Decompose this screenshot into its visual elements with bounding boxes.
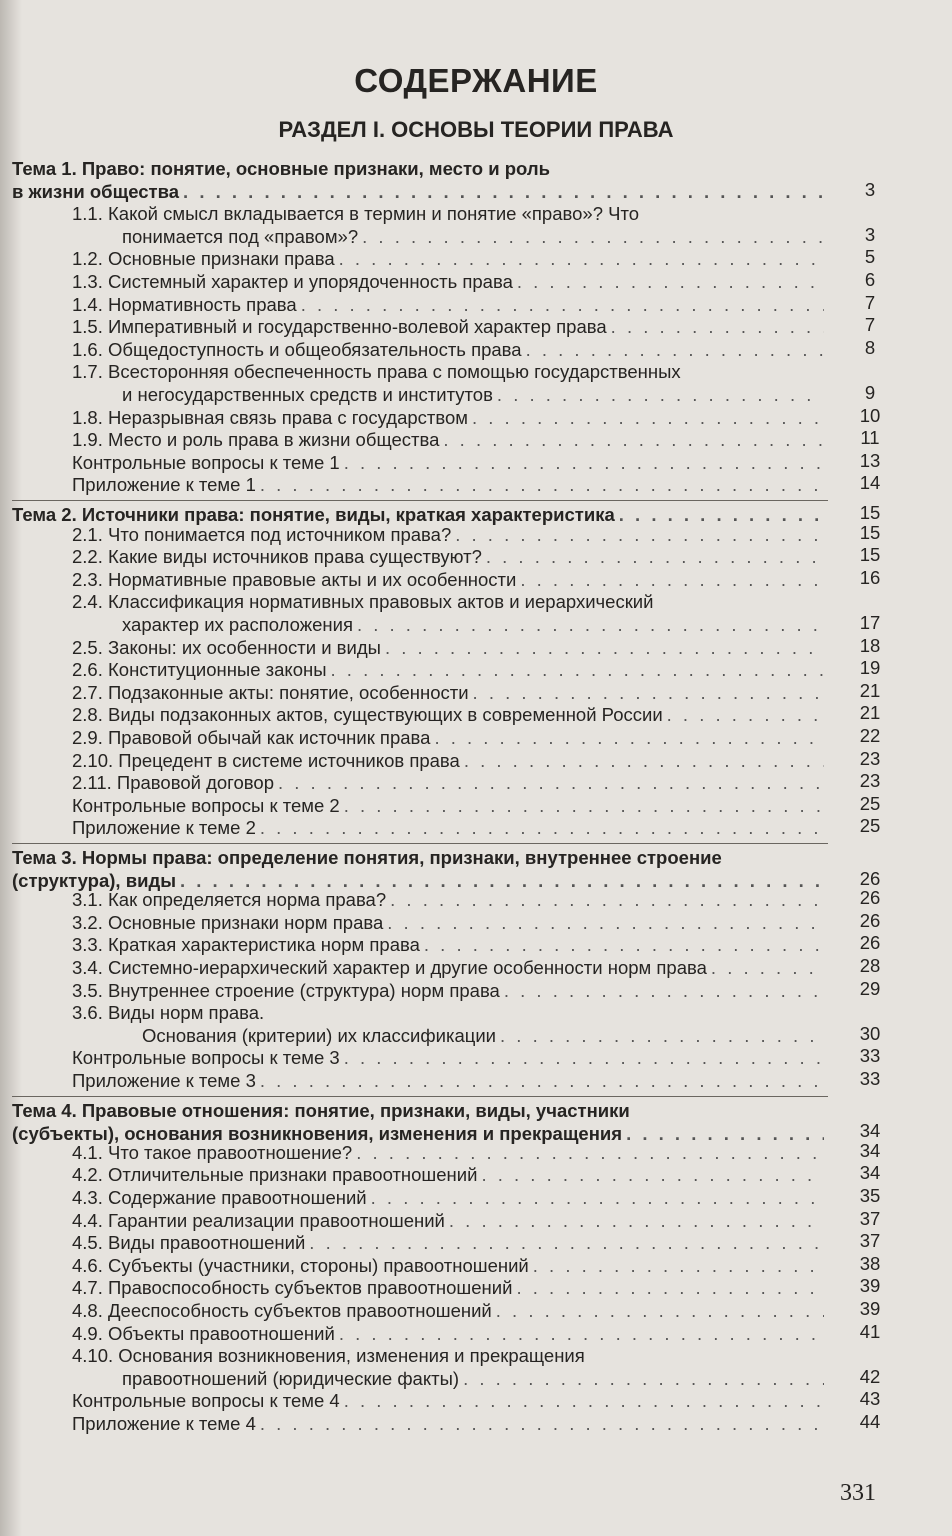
toc-page-ref: 7: [864, 291, 876, 313]
toc-page-ref: 37: [859, 1207, 881, 1229]
dot-leader: [481, 1163, 824, 1186]
toc-topic-line: [12, 157, 828, 180]
toc-entry: [72, 1163, 828, 1186]
toc-entry-text: 4.2. Отличительные признаки правоотношений: [72, 1164, 478, 1186]
toc-topic-text: в жизни общества: [12, 181, 180, 202]
toc-topic-text: Тема 3. Нормы права: определение понятия, признаки, внутреннее строение: [12, 847, 722, 868]
toc-entry: [72, 771, 828, 794]
toc-entry: [72, 202, 828, 248]
toc-entry-text: 2.1. Что понимается под источником права?: [72, 523, 452, 545]
toc-entry: [72, 360, 828, 406]
dot-leader: [356, 1141, 824, 1164]
toc-entry-text: 4.1. Что такое правоотношение?: [72, 1141, 353, 1163]
toc-entry-line: [72, 1389, 828, 1412]
toc-entry-text: 2.2. Какие виды источников права существуют?: [72, 546, 482, 568]
toc-entry: [72, 1186, 828, 1209]
toc-entry-line: [72, 225, 828, 248]
toc-page-ref: 17: [859, 612, 881, 633]
dot-leader: [497, 383, 824, 406]
toc-entry-text: 3.5. Внутреннее строение (структура) норм права: [72, 979, 500, 1001]
toc-entry-text: Приложение к теме 3: [72, 1070, 256, 1091]
toc-entry: [72, 703, 828, 726]
toc-entry-text: 1.8. Неразрывная связь права с государством: [72, 406, 468, 428]
toc-page-ref: 37: [859, 1230, 881, 1252]
toc-entry: [72, 315, 828, 338]
toc-entry-text: Приложение к теме 4: [72, 1413, 256, 1434]
toc-page-ref: 3: [864, 178, 876, 200]
toc-entry-text: 4.4. Гарантии реализации правоотношений: [72, 1209, 445, 1231]
dot-leader: [260, 1069, 824, 1092]
toc-entry: [72, 1209, 828, 1232]
toc-entry-text: 1.7. Всесторонняя обеспеченность права с помощью государственных: [72, 361, 681, 383]
toc-page-ref: 26: [859, 932, 881, 954]
toc-topic: [12, 843, 828, 892]
toc-entry: [72, 247, 828, 270]
dot-leader: [455, 523, 824, 546]
dot-leader: [516, 1276, 824, 1299]
toc-entry-line: [72, 1299, 828, 1322]
toc-entry: [72, 1254, 828, 1277]
dot-leader: [301, 293, 824, 316]
toc-entry-line: [72, 473, 828, 496]
toc-entry-line: [72, 956, 828, 979]
toc-entry: [72, 406, 828, 429]
toc-entry-line: [72, 293, 828, 316]
toc-page-ref: 41: [859, 1320, 881, 1342]
dot-leader: [371, 1186, 824, 1209]
toc-entry-line: [72, 1231, 828, 1254]
toc-entry-line: [72, 888, 828, 911]
toc-entry-line: [72, 1344, 828, 1367]
dot-leader: [344, 1046, 824, 1069]
dot-leader: [526, 338, 824, 361]
toc-entry-text: 2.5. Законы: их особенности и виды: [72, 636, 381, 658]
toc-page-ref: 16: [859, 566, 881, 588]
dot-leader: [344, 794, 824, 817]
toc-entry-text: 3.3. Краткая характеристика норм права: [72, 934, 420, 956]
toc-entry-line: [72, 1001, 828, 1024]
toc-entry: [72, 933, 828, 956]
toc-page-ref: 39: [859, 1298, 881, 1319]
toc-entry: [72, 1231, 828, 1254]
toc-page-ref: 35: [859, 1185, 881, 1206]
toc-entry-text: 4.3. Содержание правоотношений: [72, 1187, 367, 1208]
toc-entry-line: [72, 1254, 828, 1277]
toc-entry-text: 4.10. Основания возникновения, изменения и прекращения: [72, 1345, 585, 1367]
toc-entry-line: [72, 749, 828, 772]
toc-entry: [72, 956, 828, 979]
dot-leader: [533, 1254, 824, 1277]
toc-entry-line: [72, 794, 828, 817]
toc-entry-text: и негосударственных средств и институтов: [122, 384, 493, 406]
toc-entry-line: [72, 406, 828, 429]
toc-entry-line: [72, 1069, 828, 1092]
toc-entry: [72, 1001, 828, 1047]
toc-entry-line: [72, 523, 828, 546]
toc-entry: [72, 1276, 828, 1299]
toc-entry-line: [72, 911, 828, 934]
toc-entry-line: [72, 1322, 828, 1345]
toc-topic-text: Тема 4. Правовые отношения: понятие, признаки, виды, участники: [12, 1099, 630, 1121]
toc-page-ref: 33: [859, 1045, 881, 1067]
toc-page-ref: 11: [860, 427, 880, 449]
toc-entry-text: 1.5. Императивный и государственно-волевой характер права: [72, 316, 607, 338]
toc-entry-text: 3.2. Основные признаки норм права: [72, 911, 384, 933]
toc-page-ref: 28: [859, 955, 881, 976]
dot-leader: [183, 180, 824, 203]
toc-entry-text: Контрольные вопросы к теме 2: [72, 794, 340, 816]
toc-entry: [72, 1046, 828, 1069]
toc-entry-line: [72, 202, 828, 225]
page-number: 331: [840, 1480, 876, 1506]
dot-leader: [260, 816, 824, 839]
toc-entry-text: 1.4. Нормативность права: [72, 293, 297, 315]
toc-entry-line: [72, 1163, 828, 1186]
toc-page-ref: 19: [859, 657, 881, 679]
toc-entry: [72, 590, 828, 636]
toc-entry: [72, 338, 828, 361]
toc-entry-line: [72, 816, 828, 839]
toc-entry-text: Приложение к теме 2: [72, 817, 256, 839]
toc-page-ref: 10: [859, 404, 881, 426]
dot-leader: [500, 1024, 824, 1047]
toc-entry-text: 1.6. Общедоступность и общеобязательность права: [72, 338, 522, 360]
toc-page-ref: 23: [859, 770, 881, 792]
toc-page-ref: 34: [859, 1120, 881, 1142]
dot-leader: [711, 956, 824, 979]
toc-entry-line: [72, 451, 828, 474]
toc-entry-text: 4.8. Дееспособность субъектов правоотношений: [72, 1300, 492, 1321]
toc-entry-text: 2.4. Классификация нормативных правовых актов и иерархический: [72, 591, 654, 613]
toc-page-ref: 7: [864, 314, 876, 336]
toc-entry: [72, 816, 828, 839]
toc-page-ref: 22: [859, 725, 881, 746]
toc-entry-line: [72, 681, 828, 704]
toc-entry-text: понимается под «правом»?: [122, 226, 359, 248]
toc-entry-text: 1.2. Основные признаки права: [72, 248, 335, 270]
toc-entry-text: 1.3. Системный характер и упорядоченность права: [72, 271, 513, 292]
toc-page-ref: 26: [859, 909, 881, 931]
toc-entry-text: Основания (критерии) их классификации: [142, 1025, 497, 1047]
dot-leader: [517, 270, 824, 293]
toc-page-ref: 25: [859, 815, 881, 837]
toc-page-ref: 21: [859, 679, 881, 701]
toc-entry: [72, 523, 828, 546]
toc-entry-line: [72, 247, 828, 270]
toc-page-ref: 18: [859, 634, 881, 656]
toc-entry-line: [72, 1024, 828, 1047]
toc-entry-text: 2.7. Подзаконные акты: понятие, особенности: [72, 681, 469, 703]
toc-page-ref: 21: [859, 702, 881, 724]
toc-entry-text: 3.6. Виды норм права.: [72, 1002, 265, 1024]
toc-entry-line: [72, 1367, 828, 1390]
toc-topic: [12, 157, 828, 203]
toc-topic: [12, 1096, 828, 1145]
toc-entry: [72, 428, 828, 451]
toc-entry-line: [72, 771, 828, 794]
toc-page-ref: 15: [859, 521, 881, 543]
toc-entry-line: [72, 636, 828, 659]
toc-entry-text: 4.5. Виды правоотношений: [72, 1232, 306, 1254]
dot-leader: [362, 225, 824, 248]
dot-leader: [331, 658, 824, 681]
dot-leader: [464, 749, 824, 772]
toc-entry-text: Контрольные вопросы к теме 1: [72, 451, 340, 473]
dot-leader: [339, 247, 824, 270]
toc-page-ref: 6: [864, 269, 876, 290]
toc-topic-text: (структура), виды: [12, 870, 176, 891]
dot-leader: [504, 979, 824, 1002]
dot-leader: [443, 428, 824, 451]
dot-leader: [520, 568, 824, 591]
toc-entry: [72, 568, 828, 591]
dot-leader: [260, 473, 824, 496]
dot-leader: [344, 1389, 824, 1412]
toc-entry: [72, 293, 828, 316]
toc-entry-line: [72, 338, 828, 361]
toc-page-ref: 5: [864, 246, 876, 268]
toc-entry-line: [72, 1186, 828, 1209]
toc-page-ref: 34: [859, 1139, 881, 1161]
dot-leader: [611, 315, 824, 338]
toc-entry-line: [72, 933, 828, 956]
toc-entry: [72, 726, 828, 749]
toc-topic-text: (субъекты), основания возникновения, изменения и прекращения: [12, 1122, 623, 1144]
toc-page-ref: 30: [859, 1022, 881, 1044]
toc-entry: [72, 451, 828, 474]
toc-entry: [72, 545, 828, 568]
toc-entry-text: 4.9. Объекты правоотношений: [72, 1322, 335, 1344]
toc-page-ref: 33: [859, 1068, 881, 1089]
toc-entry: [72, 1141, 828, 1164]
dot-leader: [309, 1231, 824, 1254]
toc-entry: [72, 473, 828, 496]
toc-page-ref: 39: [859, 1275, 881, 1297]
toc-page-ref: 25: [859, 792, 881, 814]
dot-leader: [387, 911, 824, 934]
toc-entry-text: 4.7. Правоспособность субъектов правоотношений: [72, 1277, 513, 1299]
toc-entry-text: 2.9. Правовой обычай как источник права: [72, 727, 431, 748]
toc-entry-line: [72, 315, 828, 338]
dot-leader: [472, 406, 824, 429]
toc-page-ref: 8: [864, 336, 876, 358]
toc-entry-text: Контрольные вопросы к теме 4: [72, 1390, 340, 1412]
toc-entry-text: 2.11. Правовой договор: [72, 772, 274, 794]
toc-entry: [72, 658, 828, 681]
toc-page-ref: 13: [859, 449, 881, 471]
dot-leader: [390, 888, 824, 911]
toc-entry: [72, 911, 828, 934]
toc-entry-text: 3.1. Как определяется норма права?: [72, 889, 387, 911]
toc-entry-line: [72, 568, 828, 591]
toc-entry-line: [72, 1046, 828, 1069]
dot-leader: [260, 1412, 824, 1435]
toc-entry-text: 1.1. Какой смысл вкладывается в термин и понятие «право»? Что: [72, 203, 640, 225]
toc-entry-line: [72, 590, 828, 613]
toc-entry-line: [72, 703, 828, 726]
toc-topic-text: Тема 1. Право: понятие, основные признаки, место и роль: [12, 158, 550, 179]
toc-page-ref: 9: [864, 382, 876, 403]
toc-topic-text: Тема 2. Источники права: понятие, виды, краткая характеристика: [12, 504, 615, 525]
dot-leader: [385, 636, 824, 659]
dot-leader: [496, 1299, 824, 1322]
toc-entry-line: [72, 428, 828, 451]
toc-entry-text: Контрольные вопросы к теме 3: [72, 1047, 340, 1069]
toc-entry-line: [72, 979, 828, 1002]
toc-entry-text: Приложение к теме 1: [72, 474, 256, 496]
toc-entry: [72, 979, 828, 1002]
toc-entry-line: [72, 1209, 828, 1232]
toc-entry-line: [72, 360, 828, 383]
dot-leader: [667, 703, 824, 726]
toc-entry: [72, 270, 828, 293]
toc-page-ref: 14: [859, 472, 881, 494]
toc-entry-text: характер их расположения: [122, 614, 353, 636]
dot-leader: [434, 726, 824, 749]
toc-entry-line: [72, 270, 828, 293]
toc-entry-text: 2.6. Конституционные законы: [72, 659, 327, 681]
dot-leader: [278, 771, 824, 794]
dot-leader: [486, 545, 824, 568]
page-title: СОДЕРЖАНИЕ: [354, 62, 598, 99]
toc-entry: [72, 1069, 828, 1092]
toc-entry-text: 2.10. Прецедент в системе источников права: [72, 749, 460, 771]
toc-entry-text: 2.3. Нормативные правовые акты и их особенности: [72, 568, 517, 590]
toc-entry: [72, 681, 828, 704]
dot-leader: [463, 1367, 824, 1390]
dot-leader: [344, 451, 824, 474]
toc-entry-text: 3.4. Системно-иерархический характер и другие особенности норм права: [72, 957, 707, 978]
toc-page-ref: 15: [859, 502, 881, 523]
toc-page-ref: 3: [864, 223, 876, 245]
toc-entry: [72, 636, 828, 659]
toc-page-ref: 42: [859, 1365, 881, 1387]
section-heading: РАЗДЕЛ I. ОСНОВЫ ТЕОРИИ ПРАВА: [278, 117, 674, 142]
dot-leader: [357, 613, 824, 636]
toc-entry-line: [72, 726, 828, 749]
toc-entry-text: 1.9. Место и роль права в жизни общества: [72, 429, 440, 451]
toc-entry-text: 2.8. Виды подзаконных актов, существующих в современной России: [72, 704, 663, 726]
toc-page-ref: 15: [859, 544, 881, 566]
toc-page-ref: 43: [859, 1388, 881, 1410]
toc-page-ref: 44: [859, 1411, 881, 1432]
dot-leader: [339, 1322, 824, 1345]
toc-entry: [72, 888, 828, 911]
toc-topic-line: [12, 180, 828, 203]
toc-entry-line: [72, 1412, 828, 1435]
toc-entry-line: [72, 383, 828, 406]
toc-page-ref: 26: [859, 887, 881, 909]
dot-leader: [424, 933, 824, 956]
dot-leader: [449, 1209, 824, 1232]
toc-entry-line: [72, 658, 828, 681]
toc-entry: [72, 1344, 828, 1390]
toc-page-ref: 23: [859, 747, 881, 769]
toc-entry-line: [72, 1141, 828, 1164]
toc-entry: [72, 794, 828, 817]
toc-page-ref: 34: [859, 1162, 881, 1184]
toc-entry: [72, 749, 828, 772]
toc-page-ref: 38: [859, 1252, 881, 1274]
toc-entry: [72, 1389, 828, 1412]
toc-entry: [72, 1412, 828, 1435]
toc-entry: [72, 1322, 828, 1345]
dot-leader: [473, 681, 824, 704]
toc-topic-line: [12, 846, 828, 869]
toc-entry-text: правоотношений (юридические факты): [122, 1368, 460, 1390]
toc-entry-line: [72, 613, 828, 636]
toc-page-ref: 26: [859, 867, 881, 889]
toc-entry-text: 4.6. Субъекты (участники, стороны) правоотношений: [72, 1254, 529, 1276]
toc-topic-line: [12, 1099, 828, 1122]
toc-page-ref: 29: [859, 977, 881, 999]
toc-entry-line: [72, 545, 828, 568]
toc-entry: [72, 1299, 828, 1322]
toc-entry-line: [72, 1276, 828, 1299]
